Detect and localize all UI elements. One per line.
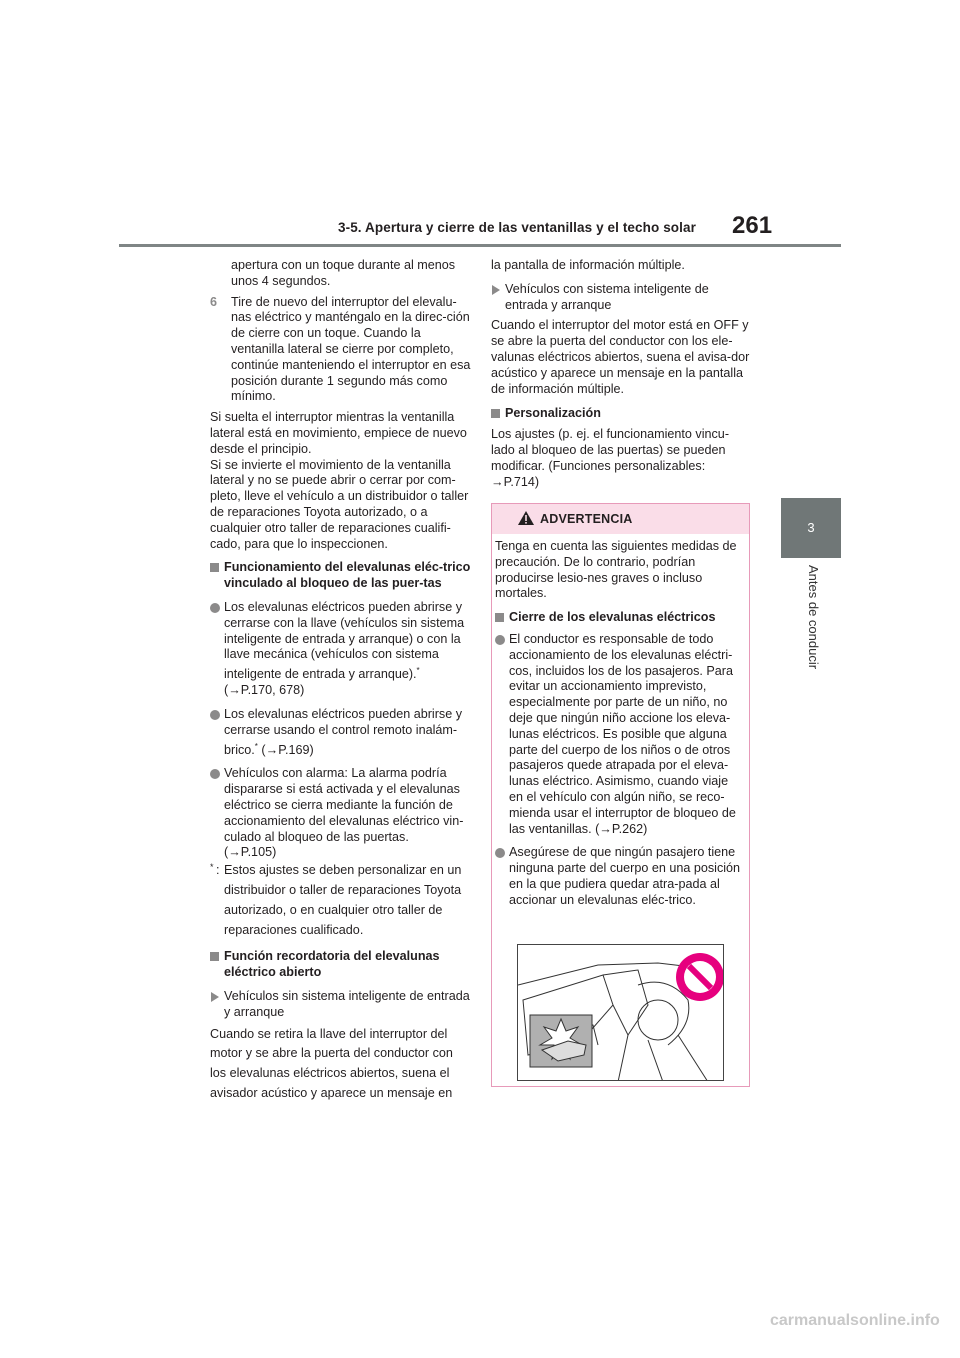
chapter-tab-label: Antes de conducir: [806, 565, 821, 670]
page-number: 261: [732, 212, 773, 239]
paragraph: Los ajustes (p. ej. el funcionamiento vincu-lado al bloqueo de las puertas) se pueden modificar. (Funciones personalizables:: [491, 427, 730, 473]
watermark: carmanualsonline.info: [770, 1312, 940, 1329]
bullet-item: Vehículos con alarma: La alarma podría dispararse si está activada y el elevalunas eléctrico se cierra mediante la función de accionamiento del elevalunas eléctrico vin-culado al bloqueo de las puertas. (→P.105): [210, 766, 472, 861]
sub-heading: Vehículos con sistema inteligente de entrada y arranque: [491, 282, 751, 314]
section-heading: Personalización: [491, 406, 751, 422]
chapter-tab[interactable]: 3: [781, 498, 841, 558]
bullet-item: Los elevalunas eléctricos pueden abrirse y cerrarse usando el control remoto inalám-brico.* (→P.169): [210, 707, 472, 759]
step-continuation: apertura con un toque durante al menos unos 4 segundos.: [231, 258, 456, 288]
step-number: 6: [210, 294, 218, 309]
sub-heading: Vehículos sin sistema inteligente de entrada y arranque: [210, 989, 472, 1021]
warning-bullet: Asegúrese de que ningún pasajero tiene ninguna parte del cuerpo en una posición en la que pudiera quedar atra-pada al accionar un elevalunas eléc-trico.: [495, 845, 741, 908]
footnote: * : Estos ajustes se deben personalizar en un distribuidor o taller de reparaciones Toyota autorizado, o en cualquier otro taller de reparaciones cualificado.: [210, 862, 462, 937]
warning-bullet: El conductor es responsable de todo accionamiento de los elevalunas eléctri-cos, incluidos los de los pasajeros. Para evitar un accionamiento imprevisto, especialmente por parte de un niño, no deje que ningún niño accione los eleva-lunas eléctricos. Es posible que alguna parte del cuerpo de los niños o de otros pasajeros quede atrapada por el eleva-lunas eléctrico. Asimismo, cuando viaje en el vehículo con algún niño, se reco-mienda usar el interruptor de bloqueo de las ventanillas. (→P.262): [495, 632, 741, 837]
section-title: 3-5. Apertura y cierre de las ventanillas y el techo solar: [338, 220, 696, 235]
warning-heading: Cierre de los elevalunas eléctricos: [495, 610, 741, 626]
warning-title: ADVERTENCIA: [540, 512, 633, 526]
header-divider: [119, 244, 841, 247]
bullet-item: Los elevalunas eléctricos pueden abrirse y cerrarse con la llave (vehículos sin sistema inteligente de entrada y arranque) o con la llave mecánica (vehículos con sistema inteligente de entrada y arranque).* (→P.170, 678): [210, 600, 472, 699]
section-heading: Función recordatoria del elevalunas eléctrico abierto: [210, 949, 472, 981]
section-heading: Funcionamiento del elevalunas eléc-trico vinculado al bloqueo de las puer-tas: [210, 560, 472, 592]
left-column: [210, 258, 472, 1104]
warning-body: [495, 539, 741, 909]
paragraph: Cuando se retira la llave del interruptor del motor y se abre la puerta del conductor con los elevalunas eléctricos abiertos, suena el avisador acústico y aparece un mensaje en: [210, 1026, 453, 1101]
illustration: [517, 944, 724, 1081]
step-6: 6 Tire de nuevo del interruptor del elevalu-nas eléctrico y manténgalo en la direc-ción de cierre con un toque. Cuando la ventanilla lateral se cierre por completo, continúe manteniendo el interruptor en esa posición durante 1 segundo más como mínimo.: [210, 294, 471, 404]
warning-intro: Tenga en cuenta las siguientes medidas de precaución. De lo contrario, podrían producirse lesio-nes graves o incluso mortales.: [495, 539, 737, 601]
warning-header: [492, 504, 749, 534]
paragraph: Si suelta el interruptor mientras la ventanilla lateral está en movimiento, empiece de nuevo desde el principio.: [210, 410, 467, 456]
paragraph: Si se invierte el movimiento de la ventanilla lateral y no se puede abrir o cerrar por com-pleto, lleve el vehículo a un distribuidor o taller de reparaciones Toyota autorizado, o a cualquier otro taller de reparaciones cualifi-cado, para que lo inspeccionen.: [210, 457, 469, 551]
warning-triangle-icon: [517, 510, 535, 526]
paragraph: la pantalla de información múltiple.: [491, 258, 685, 272]
child-window-illustration: [518, 945, 724, 1081]
warning-box: [491, 503, 750, 1087]
right-column: [491, 258, 751, 490]
paragraph: Cuando el interruptor del motor está en OFF y se abre la puerta del conductor con los ele-valunas eléctricos abiertos, suena el avisa-dor acústico y aparece un mensaje en la pantalla de información múltiple.: [491, 318, 750, 396]
page-reference: →P.714): [491, 474, 540, 489]
